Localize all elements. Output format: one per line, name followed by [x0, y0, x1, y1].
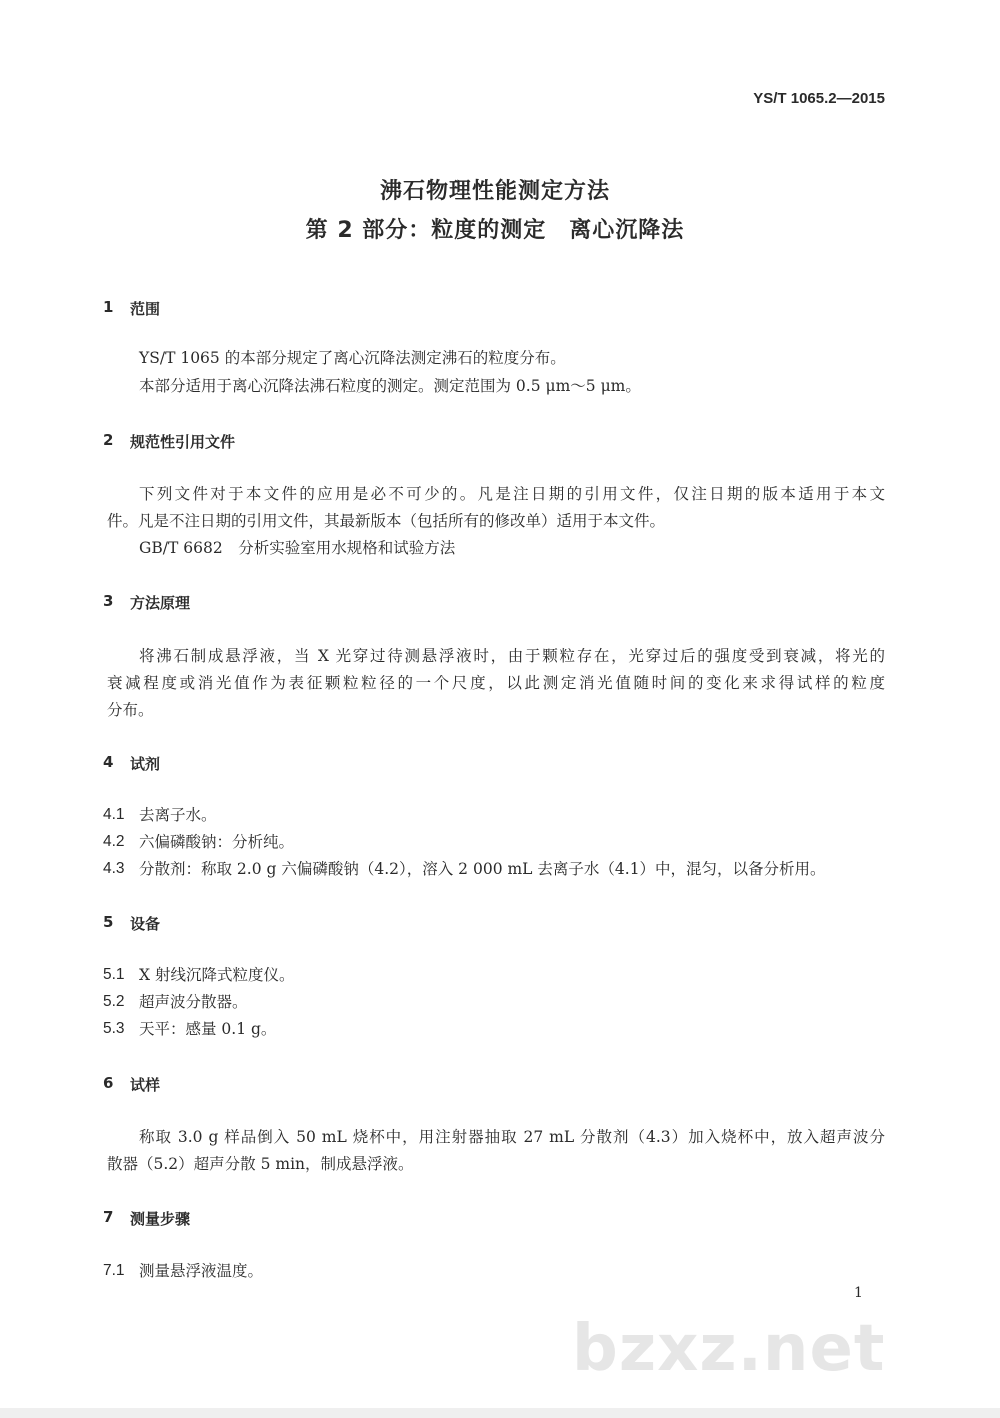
section-title: 设备: [130, 915, 161, 933]
standard-code: YS/T 1065.2—2015: [753, 90, 885, 107]
item-number: 4.1: [103, 806, 125, 823]
watermark: bzxz.net: [572, 1312, 886, 1386]
paragraph-line: 下列文件对于本文件的应用是必不可少的。凡是注日期的引用文件，仅注日期的版本适用于本文: [139, 485, 885, 503]
section-number: 3: [103, 592, 114, 610]
item-text: 六偏磷酸钠：分析纯。: [139, 833, 295, 851]
title-line-2: 第 2 部分：粒度的测定 离心沉降法: [305, 218, 685, 243]
paragraph-line: 散器（5.2）超声分散 5 min，制成悬浮液。: [107, 1155, 414, 1173]
item-text: 超声波分散器。: [139, 993, 248, 1011]
section-number: 1: [103, 298, 114, 316]
item-text: 分散剂：称取 2.0 g 六偏磷酸钠（4.2），溶入 2 000 mL 去离子水（4.1）中，混匀，以备分析用。: [139, 860, 826, 878]
section-title: 试样: [130, 1076, 161, 1094]
paragraph-line: 件。凡是不注日期的引用文件，其最新版本（包括所有的修改单）适用于本文件。: [107, 512, 666, 530]
paragraph-line: 将沸石制成悬浮液，当 X 光穿过待测悬浮液时，由于颗粒存在，光穿过后的强度受到衰减，将光的: [139, 647, 885, 665]
page-bottom-edge: [0, 1408, 1000, 1418]
item-number: 4.2: [103, 833, 125, 850]
section-number: 7: [103, 1208, 114, 1226]
item-number: 5.2: [103, 993, 125, 1010]
item-number: 5.1: [103, 966, 125, 983]
item-number: 5.3: [103, 1020, 125, 1037]
paragraph-line: 衰减程度或消光值作为表征颗粒粒径的一个尺度，以此测定消光值随时间的变化来求得试样的粒度: [107, 674, 885, 692]
section-number: 4: [103, 753, 114, 771]
title-line-1: 沸石物理性能测定方法: [379, 179, 610, 204]
page-number: 1: [854, 1285, 863, 1301]
referenced-standard: GB/T 6682 分析实验室用水规格和试验方法: [139, 539, 456, 557]
item-number: 4.3: [103, 860, 125, 877]
item-text: 去离子水。: [139, 806, 217, 824]
section-title: 试剂: [130, 755, 161, 773]
section-title: 范围: [130, 300, 161, 318]
section-number: 5: [103, 913, 114, 931]
section-number: 6: [103, 1074, 114, 1092]
section-title: 方法原理: [130, 594, 191, 612]
paragraph-line: YS/T 1065 的本部分规定了离心沉降法测定沸石的粒度分布。: [139, 349, 566, 367]
section-title: 规范性引用文件: [130, 433, 236, 451]
section-number: 2: [103, 431, 114, 449]
item-number: 7.1: [103, 1262, 125, 1279]
section-title: 测量步骤: [130, 1210, 191, 1228]
item-text: X 射线沉降式粒度仪。: [139, 966, 295, 984]
paragraph-line: 本部分适用于离心沉降法沸石粒度的测定。测定范围为 0.5 μm～5 μm。: [139, 377, 641, 395]
item-text: 测量悬浮液温度。: [139, 1262, 264, 1280]
paragraph-line: 分布。: [107, 701, 154, 719]
item-text: 天平：感量 0.1 g。: [139, 1020, 277, 1038]
paragraph-line: 称取 3.0 g 样品倒入 50 mL 烧杯中，用注射器抽取 27 mL 分散剂（4.3）加入烧杯中，放入超声波分: [139, 1128, 885, 1146]
